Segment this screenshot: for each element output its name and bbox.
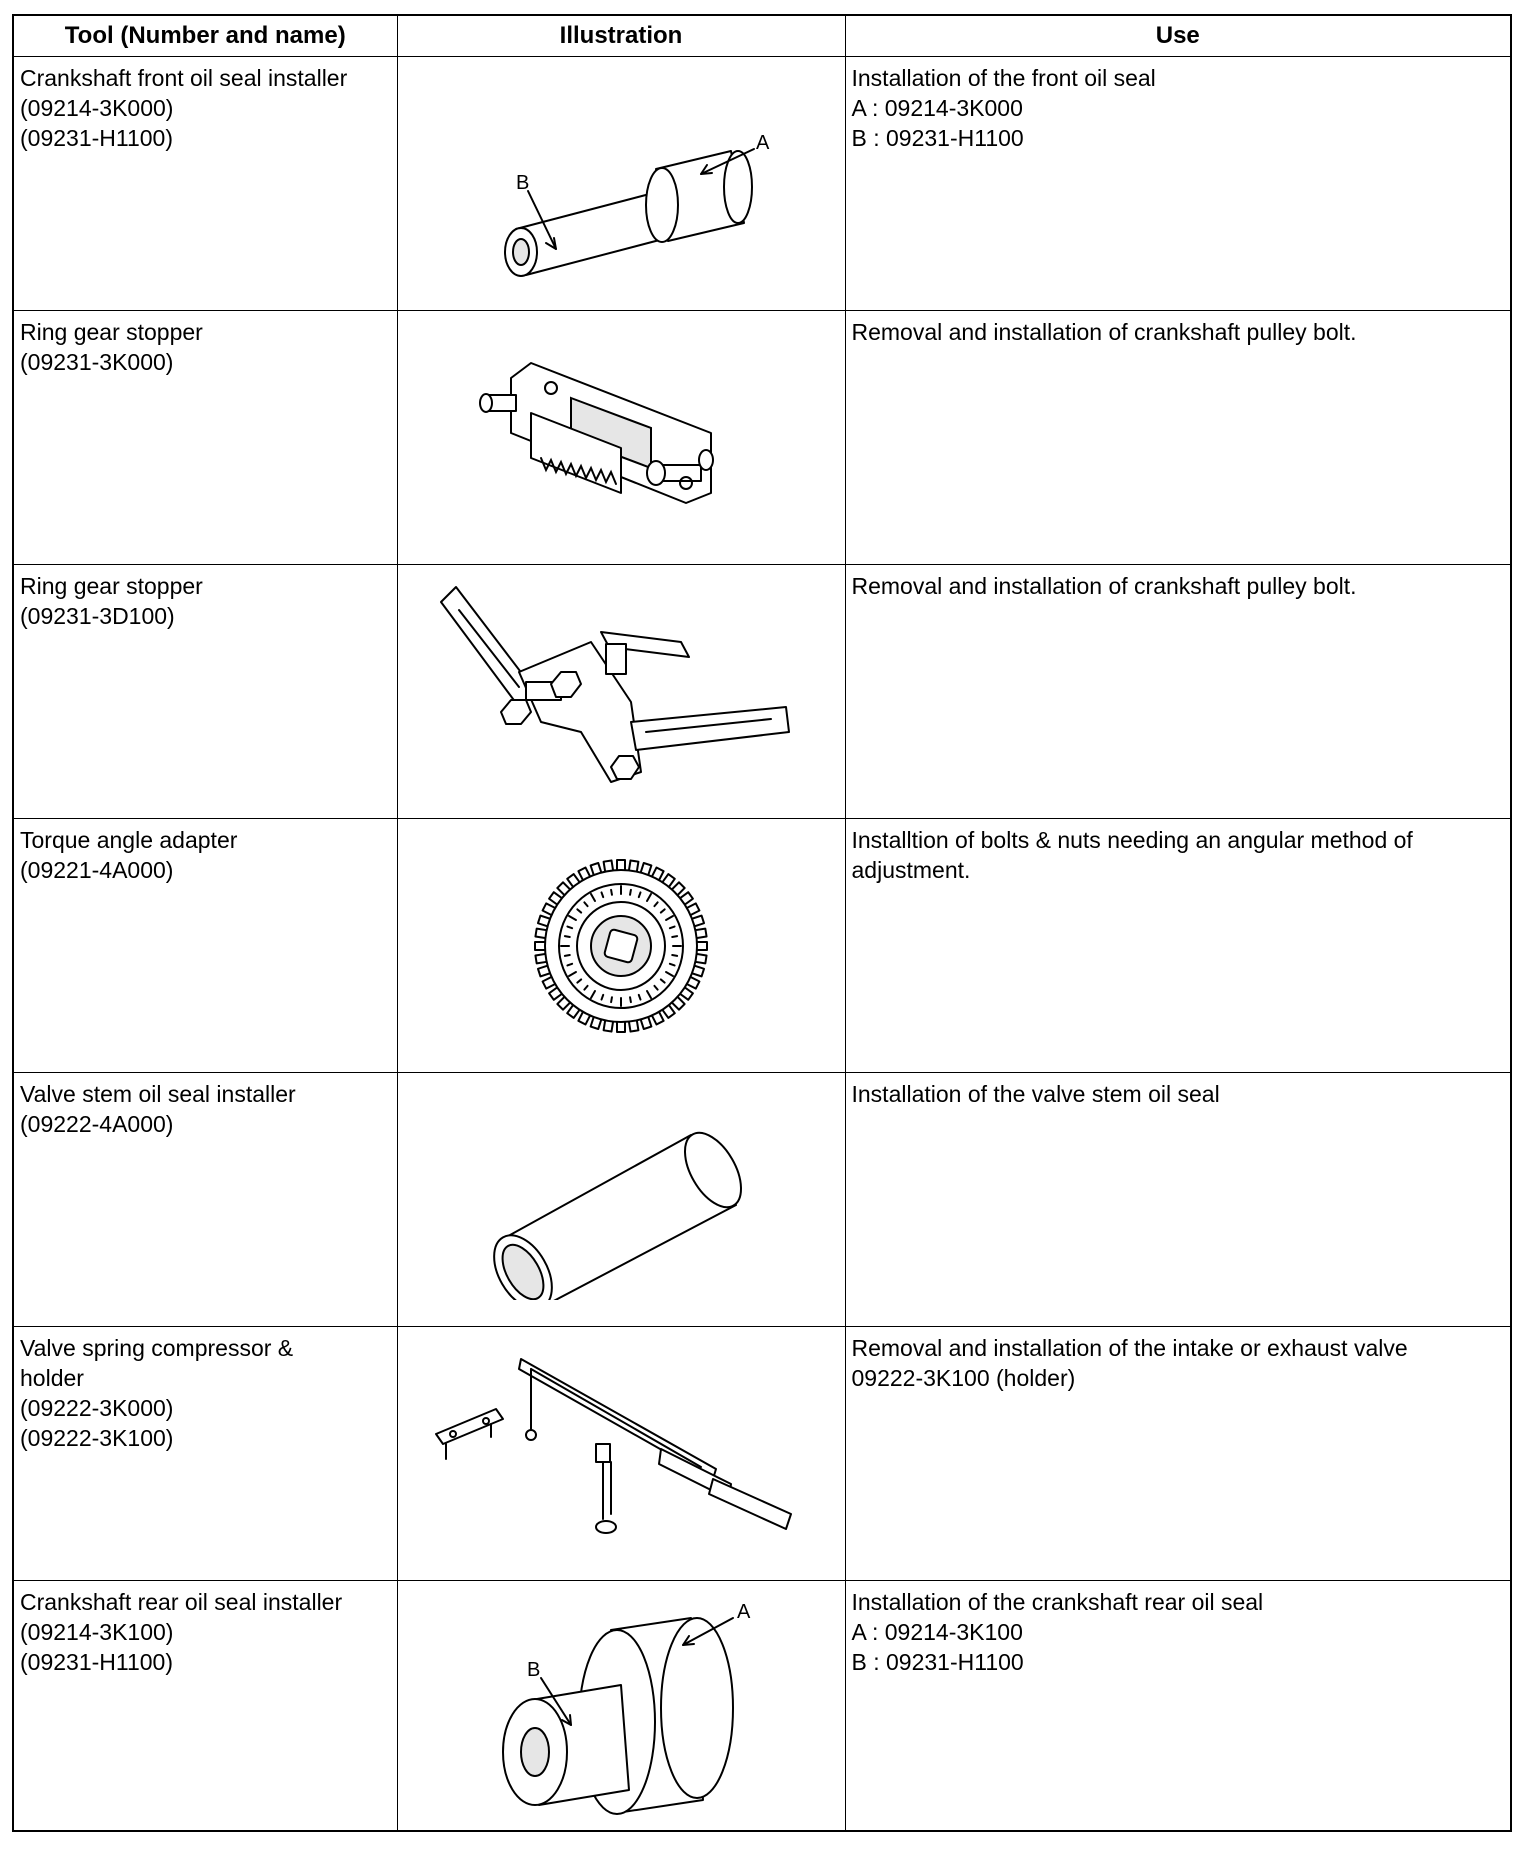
tool-cell (13, 1327, 397, 1581)
valve-spring-compressor-illustration (431, 1349, 811, 1559)
use-cell (845, 57, 1511, 311)
header-illustration: Illustration (397, 15, 845, 57)
use-cell (845, 311, 1511, 565)
table-row (13, 57, 1511, 311)
use-cell (845, 565, 1511, 819)
label-a: A (756, 131, 770, 154)
tool-cell (13, 57, 397, 311)
illustration-cell (397, 565, 845, 819)
illustration-cell (397, 819, 845, 1073)
tool-number: (09214-3K100) (20, 1619, 174, 1645)
tool-name: holder (20, 1365, 84, 1391)
special-tools-sheet (12, 14, 1510, 1840)
tool-number: (09214-3K000) (20, 95, 174, 121)
tool-number: (09231-3D100) (20, 603, 175, 629)
tool-cell (13, 565, 397, 819)
use-text: B : 09231-H1100 (851, 125, 1024, 151)
table-row (13, 1327, 1511, 1581)
dial-tick (611, 889, 612, 894)
use-cell (845, 1327, 1511, 1581)
tool-number: (09231-H1100) (20, 125, 174, 151)
dial-tick (630, 889, 631, 894)
illustration-cell (397, 1073, 845, 1327)
use-cell (845, 819, 1511, 1073)
use-text: A : 09214-3K000 (851, 95, 1023, 121)
illustration-cell (397, 1581, 845, 1831)
tool-number: (09221-4A000) (20, 857, 174, 883)
label-b: B (527, 1659, 541, 1682)
tool-name: Ring gear stopper (20, 573, 203, 599)
use-text: Installation of the crankshaft rear oil seal (851, 1589, 1264, 1615)
tool-number: (09231-3K000) (20, 349, 174, 375)
label-b: B (516, 171, 530, 194)
illustration-cell (397, 57, 845, 311)
use-text: adjustment. (851, 857, 971, 883)
dial-tick (611, 997, 612, 1002)
special-tools-table (12, 14, 1512, 1832)
illustration-cell (397, 311, 845, 565)
tool-name: Valve spring compressor & (20, 1335, 294, 1361)
dial-tick (672, 936, 677, 937)
tool-number: (09231-H1100) (20, 1649, 174, 1675)
use-text: Removal and installation of crankshaft pulley bolt. (851, 319, 1357, 345)
use-cell (845, 1073, 1511, 1327)
table-row (13, 1581, 1511, 1831)
tool-name: Valve stem oil seal installer (20, 1081, 296, 1107)
ring-gear-stopper-3d100-illustration (431, 572, 811, 812)
valve-stem-oil-seal-installer-illustration (481, 1100, 761, 1300)
use-text: Removal and installation of crankshaft pulley bolt. (851, 573, 1357, 599)
tool-cell (13, 311, 397, 565)
front-oil-seal-installer-illustration (456, 79, 786, 289)
illustration-cell (397, 1327, 845, 1581)
torque-angle-adapter-illustration (531, 856, 711, 1036)
use-text: Installation of the valve stem oil seal (851, 1081, 1220, 1107)
use-text: Removal and installation of the intake or exhaust valve (851, 1335, 1408, 1361)
dial-tick (630, 997, 631, 1002)
use-text: Installtion of bolts & nuts needing an angular method of (851, 827, 1413, 853)
rear-oil-seal-installer-illustration (471, 1590, 771, 1820)
tool-cell (13, 819, 397, 1073)
header-tool: Tool (Number and name) (13, 15, 397, 57)
tool-cell (13, 1581, 397, 1831)
dial-tick (565, 936, 570, 937)
label-a: A (737, 1601, 751, 1624)
tool-name: Torque angle adapter (20, 827, 238, 853)
ring-gear-stopper-3k000-illustration (471, 343, 771, 533)
table-row (13, 1073, 1511, 1327)
use-cell (845, 1581, 1511, 1831)
header-use: Use (845, 15, 1511, 57)
tool-number: (09222-3K100) (20, 1425, 174, 1451)
table-row (13, 565, 1511, 819)
table-header-row (13, 15, 1511, 57)
table-row (13, 819, 1511, 1073)
use-text: B : 09231-H1100 (851, 1649, 1024, 1675)
tool-name: Ring gear stopper (20, 319, 203, 345)
tool-name: Crankshaft front oil seal installer (20, 65, 348, 91)
table-row (13, 311, 1511, 565)
dial-tick (565, 955, 570, 956)
use-text: Installation of the front oil seal (851, 65, 1156, 91)
tool-cell (13, 1073, 397, 1327)
use-text: A : 09214-3K100 (851, 1619, 1023, 1645)
tool-number: (09222-4A000) (20, 1111, 174, 1137)
tool-name: Crankshaft rear oil seal installer (20, 1589, 343, 1615)
tool-number: (09222-3K000) (20, 1395, 174, 1421)
use-text: 09222-3K100 (holder) (851, 1365, 1076, 1391)
dial-tick (672, 955, 677, 956)
